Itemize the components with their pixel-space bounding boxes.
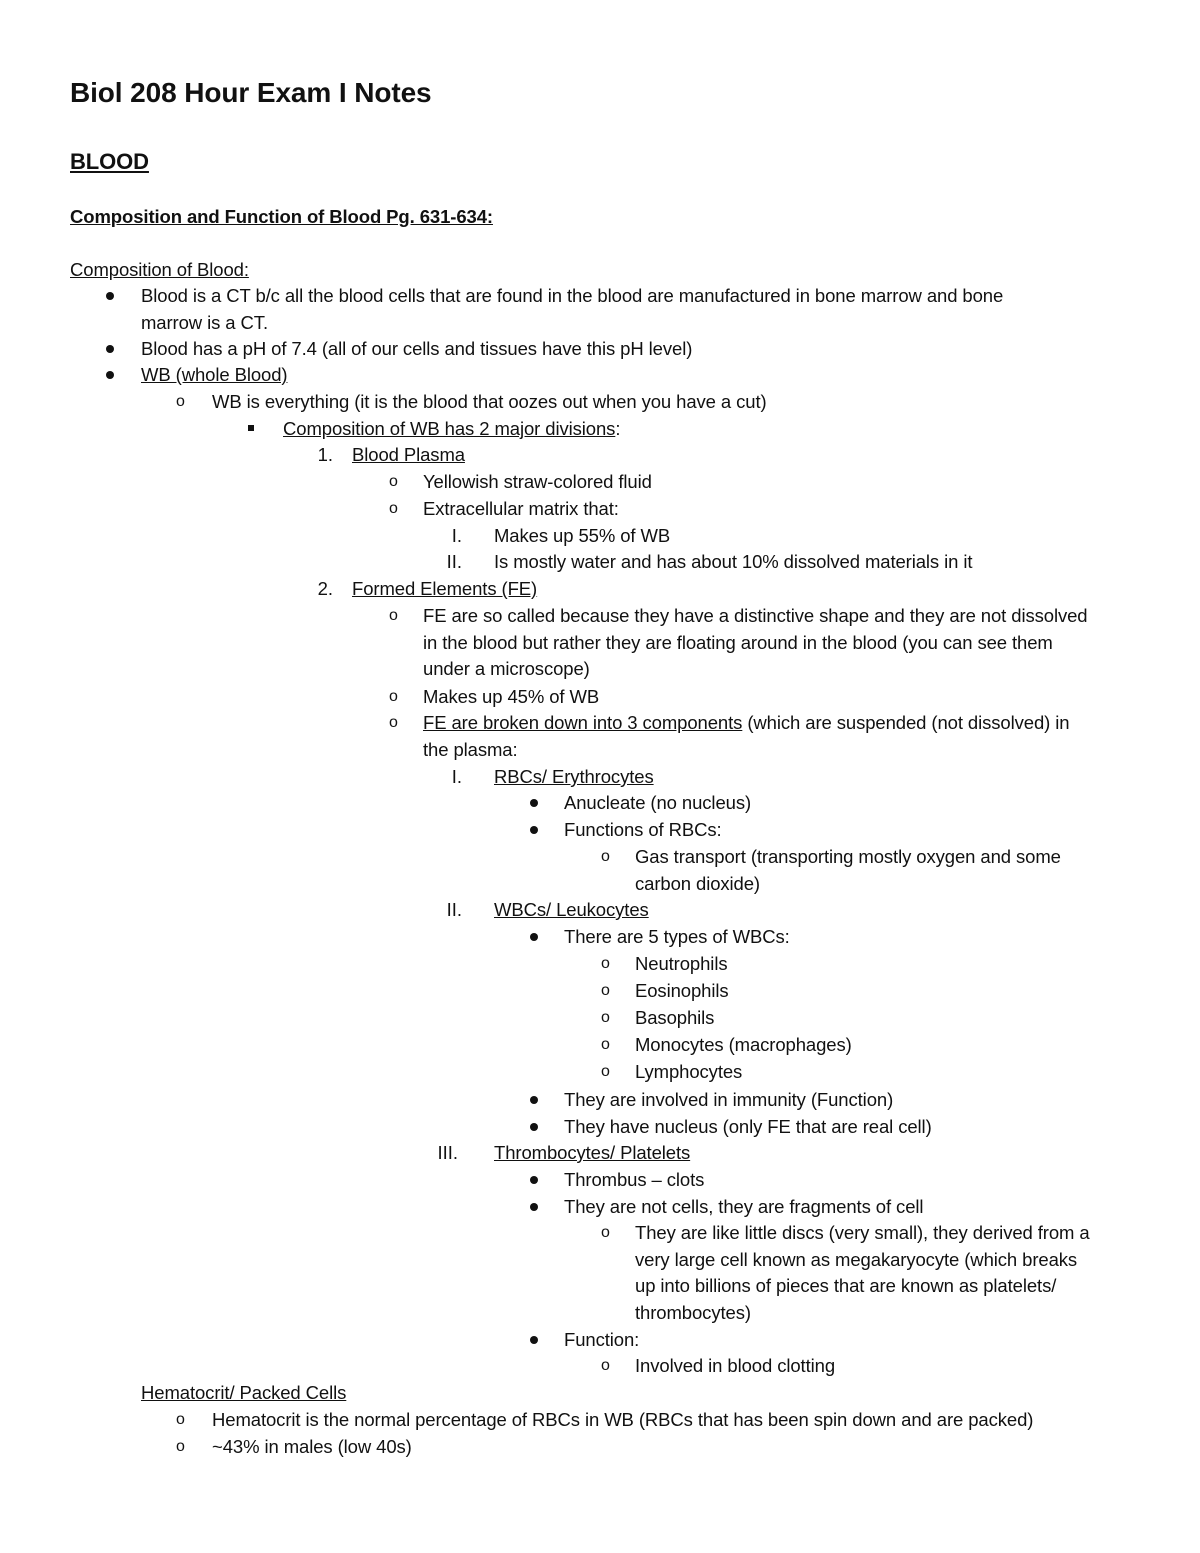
list-item-continuation: up into billions of pieces that are known as platelets/: [635, 1275, 1057, 1296]
bullet-icon: [530, 933, 538, 941]
list-item: [423, 712, 1069, 734]
list-item: Yellowish straw-colored fluid: [423, 471, 652, 492]
bullet-icon: [530, 1203, 538, 1211]
subsection-heading: Composition and Function of Blood Pg. 631-634:: [70, 206, 493, 227]
list-item: Monocytes (macrophages): [635, 1034, 852, 1055]
hematocrit-heading: Hematocrit/ Packed Cells: [141, 1382, 347, 1403]
list-item-continuation: very large cell known as megakaryocyte (which breaks: [635, 1249, 1078, 1270]
list-item-text: FE are broken down into 3 components: [423, 712, 743, 733]
list-item: Formed Elements (FE): [352, 578, 538, 599]
circle-bullet-icon: o: [176, 1438, 185, 1455]
list-item: WB (whole Blood): [141, 364, 288, 385]
square-bullet-icon: [248, 425, 254, 431]
list-item: Is mostly water and has about 10% dissolved materials in it: [494, 551, 973, 572]
list-item: Thrombocytes/ Platelets: [494, 1142, 691, 1163]
roman-numeral: II.: [446, 899, 462, 920]
circle-bullet-icon: o: [389, 473, 398, 490]
bullet-icon: [530, 799, 538, 807]
roman-numeral: I.: [451, 525, 462, 546]
list-item: Neutrophils: [635, 953, 728, 974]
list-number: 1.: [317, 444, 333, 465]
list-item: They are like little discs (very small), they derived from a: [635, 1222, 1090, 1243]
bullet-icon: [530, 1096, 538, 1104]
bullet-icon: [530, 1176, 538, 1184]
roman-numeral: I.: [451, 766, 462, 787]
circle-bullet-icon: o: [601, 955, 610, 972]
list-item-continuation: marrow is a CT.: [141, 312, 268, 333]
bullet-icon: [530, 826, 538, 834]
document-title: Biol 208 Hour Exam I Notes: [70, 77, 432, 108]
list-item-continuation: carbon dioxide): [635, 873, 760, 894]
list-item: There are 5 types of WBCs:: [564, 926, 790, 947]
list-item: They are not cells, they are fragments of cell: [564, 1196, 924, 1217]
circle-bullet-icon: o: [389, 500, 398, 517]
circle-bullet-icon: o: [176, 393, 185, 410]
list-item: Makes up 45% of WB: [423, 686, 600, 707]
list-item-continuation: in the blood but rather they are floating around in the blood (you can see them: [423, 632, 1053, 653]
list-item: Extracellular matrix that:: [423, 498, 619, 519]
list-item: [283, 418, 620, 440]
composition-heading: Composition of Blood:: [70, 259, 249, 280]
circle-bullet-icon: o: [389, 607, 398, 624]
list-item-continuation: under a microscope): [423, 658, 590, 679]
list-item: FE are so called because they have a distinctive shape and they are not dissolved: [423, 605, 1088, 626]
colon: :: [615, 418, 621, 439]
list-item: Lymphocytes: [635, 1061, 743, 1082]
roman-numeral: II.: [446, 551, 462, 572]
circle-bullet-icon: o: [601, 1036, 610, 1053]
list-item-text: (which are suspended (not dissolved) in: [742, 712, 1070, 733]
circle-bullet-icon: o: [601, 1224, 610, 1241]
circle-bullet-icon: o: [601, 1357, 610, 1374]
list-item: Anucleate (no nucleus): [564, 792, 752, 813]
circle-bullet-icon: o: [601, 1063, 610, 1080]
list-item: WB is everything (it is the blood that oozes out when you have a cut): [212, 391, 767, 412]
bullet-icon: [106, 345, 114, 353]
circle-bullet-icon: o: [601, 848, 610, 865]
list-item: Functions of RBCs:: [564, 819, 722, 840]
circle-bullet-icon: o: [176, 1411, 185, 1428]
circle-bullet-icon: o: [601, 982, 610, 999]
list-item-continuation: thrombocytes): [635, 1302, 751, 1323]
list-item: WBCs/ Leukocytes: [494, 899, 649, 920]
list-item: Eosinophils: [635, 980, 729, 1001]
list-item: Basophils: [635, 1007, 715, 1028]
list-item: Blood has a pH of 7.4 (all of our cells and tissues have this pH level): [141, 338, 693, 359]
list-item: ~43% in males (low 40s): [212, 1436, 412, 1457]
roman-numeral: III.: [437, 1142, 458, 1163]
list-item: Gas transport (transporting mostly oxygen and some: [635, 846, 1061, 867]
list-item: RBCs/ Erythrocytes: [494, 766, 654, 787]
list-item-continuation: the plasma:: [423, 739, 518, 760]
circle-bullet-icon: o: [389, 688, 398, 705]
list-item: They are involved in immunity (Function): [564, 1089, 894, 1110]
bullet-icon: [106, 292, 114, 300]
list-item: Thrombus – clots: [564, 1169, 705, 1190]
list-item: Hematocrit is the normal percentage of RBCs in WB (RBCs that has been spin down and are packed): [212, 1409, 1034, 1430]
circle-bullet-icon: o: [601, 1009, 610, 1026]
list-item: Makes up 55% of WB: [494, 525, 671, 546]
list-item: Blood Plasma: [352, 444, 465, 465]
list-item: Function:: [564, 1329, 640, 1350]
bullet-icon: [530, 1123, 538, 1131]
list-item: Blood is a CT b/c all the blood cells that are found in the blood are manufactured in bone marrow and bone: [141, 285, 1004, 306]
bullet-icon: [106, 371, 114, 379]
list-item: Involved in blood clotting: [635, 1355, 836, 1376]
circle-bullet-icon: o: [389, 714, 398, 731]
list-item-text: Composition of WB has 2 major divisions: [283, 418, 616, 439]
bullet-icon: [530, 1336, 538, 1344]
section-heading: BLOOD: [70, 149, 149, 174]
list-item: They have nucleus (only FE that are real cell): [564, 1116, 932, 1137]
list-number: 2.: [317, 578, 333, 599]
